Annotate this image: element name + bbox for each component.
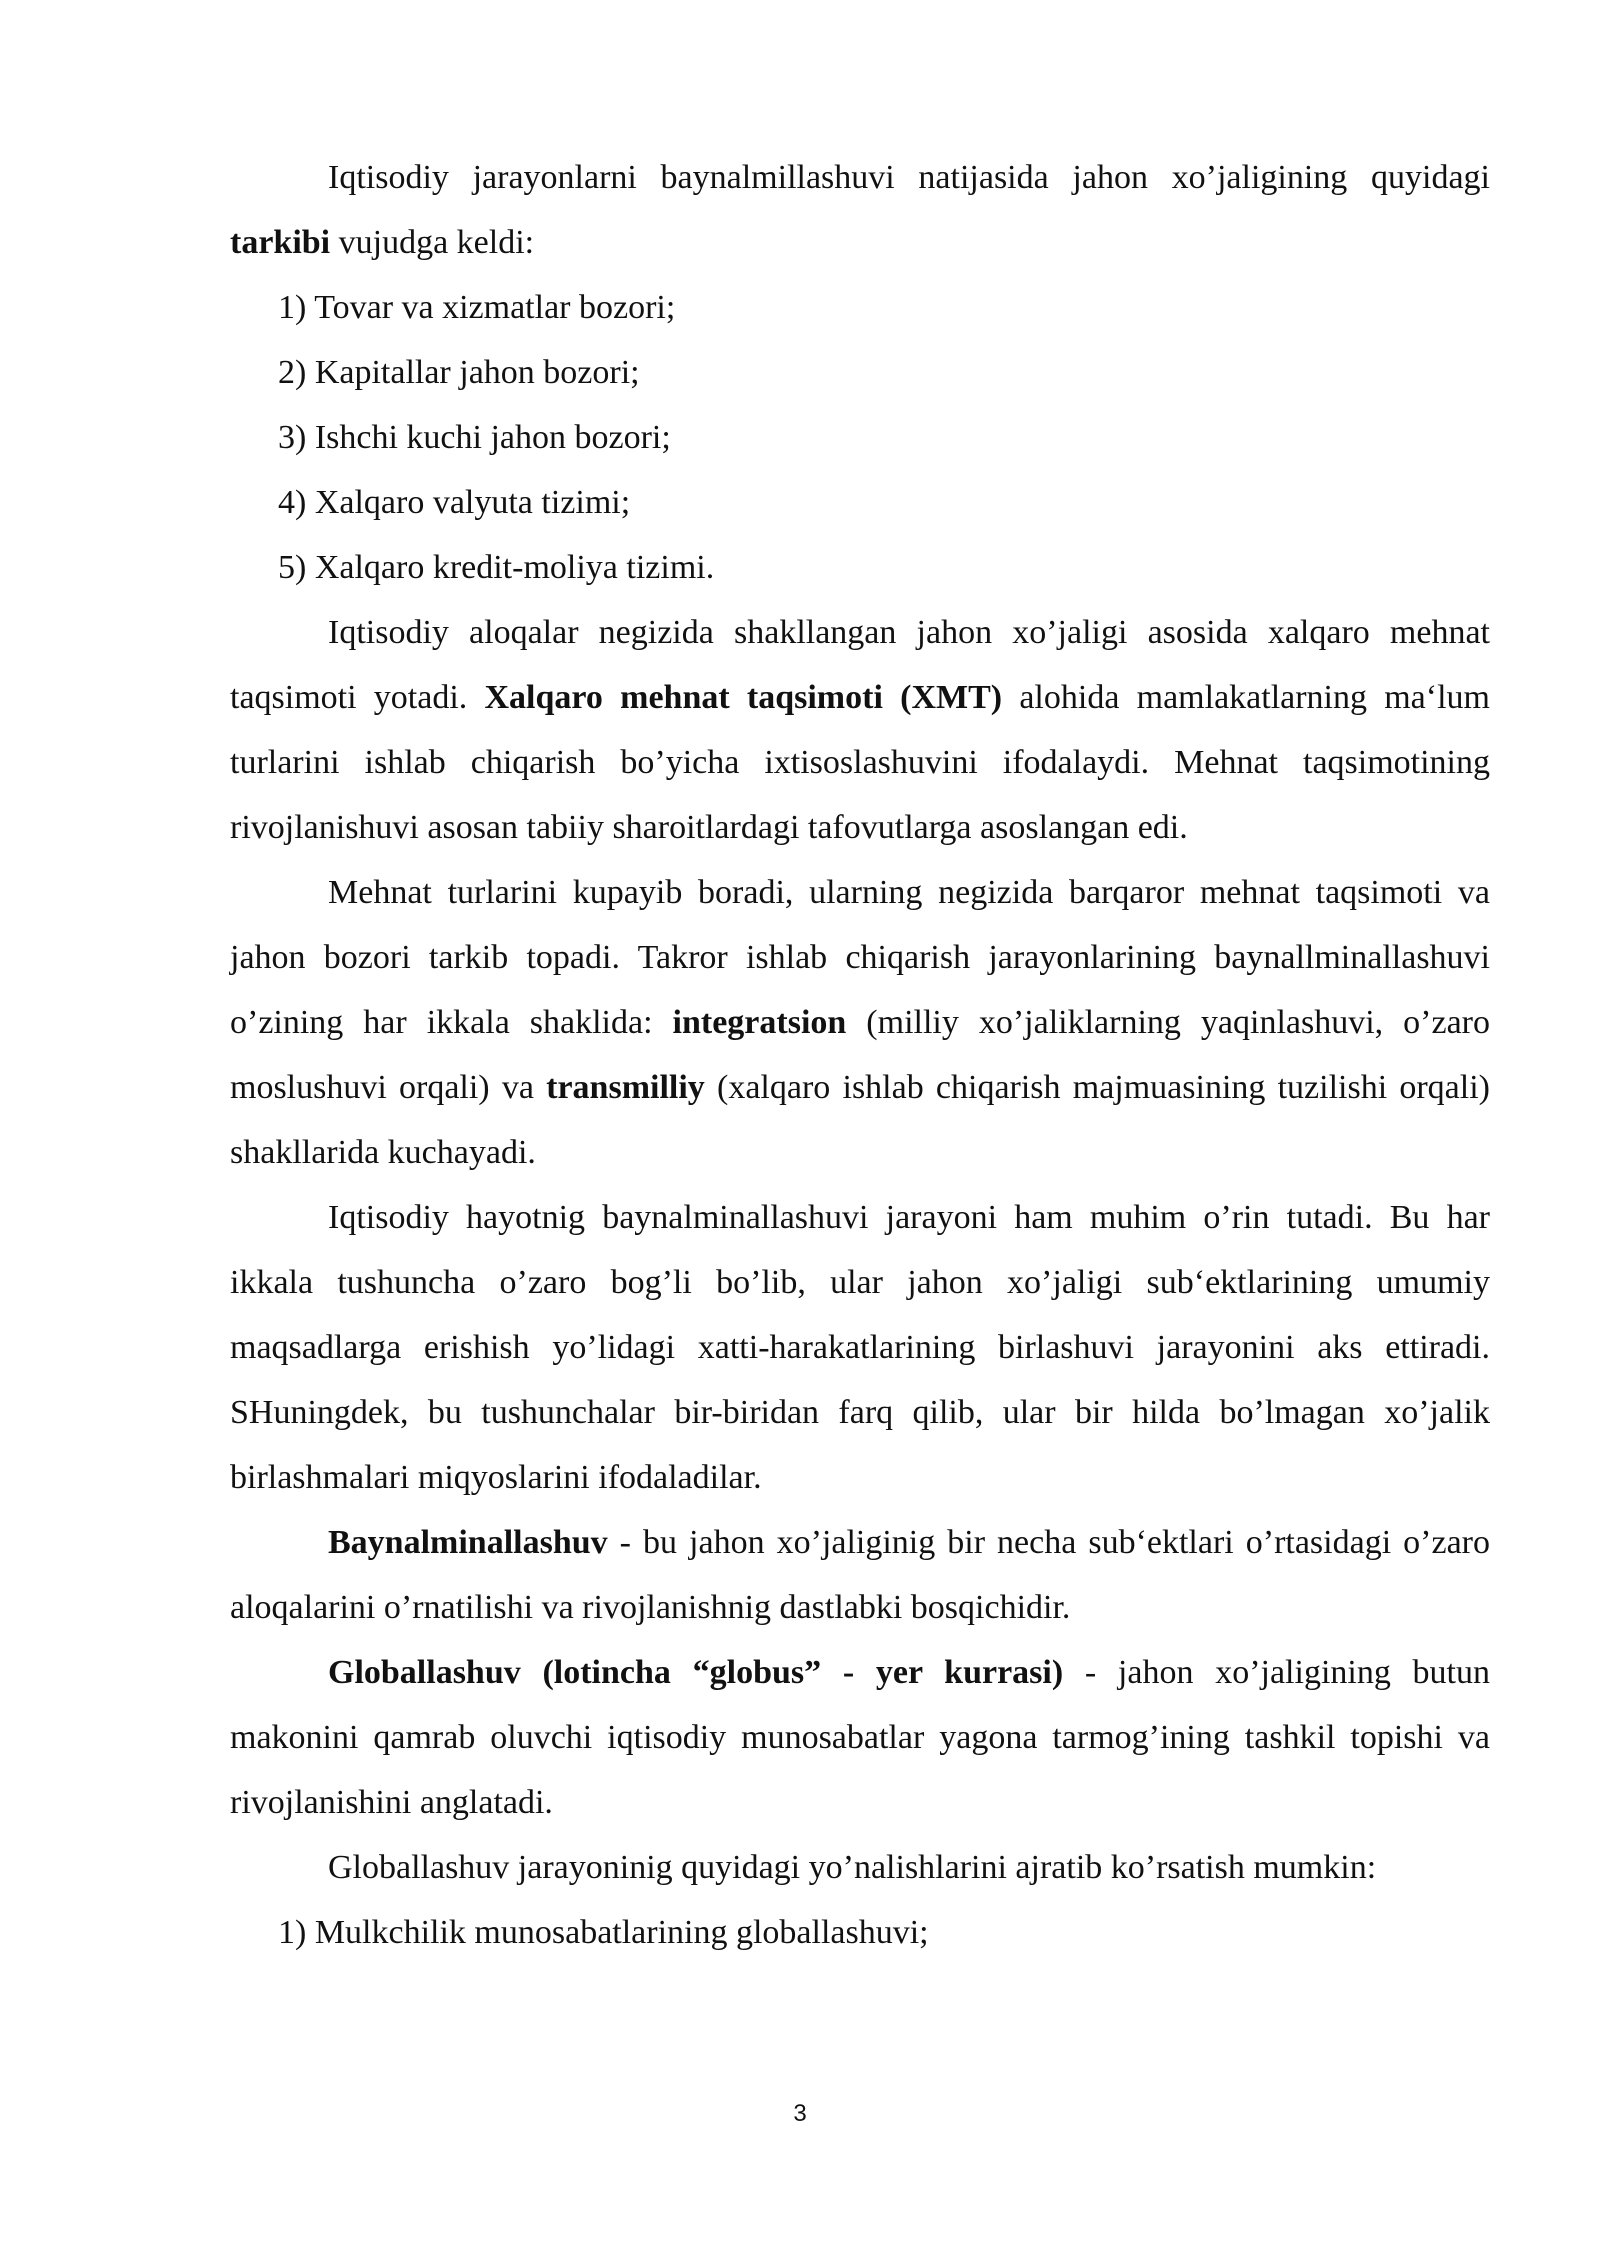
page-number: 3 (793, 2100, 807, 2127)
list-item: 1) Mulkchilik munosabatlarining globallashuvi; (278, 1914, 929, 1951)
term-baynalminallashuv: Baynalminallashuv (328, 1524, 608, 1561)
list-item: 1) Tovar va xizmatlar bozori; (278, 289, 676, 326)
list-item: 2) Kapitallar jahon bozori; (278, 354, 640, 391)
list-item: 4) Xalqaro valyuta tizimi; (278, 484, 631, 521)
term-globallashuv: Globallashuv (lotincha “globus” - yer kurrasi) (328, 1654, 1064, 1691)
paragraph-internationalization: Iqtisodiy hayotnig baynalminallashuvi jarayoni ham muhim o’rin tutadi. Bu har ikkala tushuncha o’zaro bog’li bo’lib, ular jahon xo’jaligi sub‘ektlarining umumiy maqsadlarga erishish yo’lidagi xatti-harakatlarining birlashuvi jarayonini aks ettiradi. SHuningdek, bu tushunchalar bir-biridan farq qilib, ular bir hilda bo’lmagan xo’jalik birlashmalari miqyoslarini ifodaladilar. (230, 1199, 1490, 1496)
paragraph-xmt: Iqtisodiy aloqalar negizida shakllangan jahon xo’jaligi asosida xalqaro mehnat taqsimoti yotadi. Xalqaro mehnat taqsimoti (XMT) alohida mamlakatlarning ma‘lum turlarini ishlab chiqarish bo’yicha ixtisoslashuvini ifodalaydi. Mehnat taqsimotining rivojlanishuvi asosan tabiiy sharoitlardagi tafovutlarga asoslangan edi. (230, 614, 1490, 846)
term-xmt: Xalqaro mehnat taqsimoti (XMT) (484, 679, 1003, 716)
document-page (230, 145, 1490, 1965)
paragraph-intro: Iqtisodiy jarayonlarni baynalmillashuvi natijasida jahon xo’jaligining quyidagi tarkibi vujudga keldi: (230, 159, 1490, 261)
paragraph-directions: Globallashuv jarayoninig quyidagi yo’nalishlarini ajratib ko’rsatish mumkin: (328, 1849, 1377, 1886)
list-item: 3) Ishchi kuchi jahon bozori; (278, 419, 671, 456)
paragraph-labor-division: Mehnat turlarini kupayib boradi, ularning negizida barqaror mehnat taqsimoti va jahon bozori tarkib topadi. Takror ishlab chiqarish jarayonlarining baynallminallashuvi o’zining har ikkala shaklida: integratsion (milliy xo’jaliklarning yaqinlashuvi, o’zaro moslushuvi orqali) va transmilliy (xalqaro ishlab chiqarish majmuasining tuzilishi orqali) shakllarida kuchayadi. (230, 874, 1490, 1171)
term-tarkibi: tarkibi (230, 224, 331, 261)
term-transmilliy: transmilliy (546, 1069, 705, 1106)
paragraph-baynalminallashuv: Baynalminallashuv - bu jahon xo’jaliginig bir necha sub‘ektlari o’rtasidagi o’zaro aloqalarini o’rnatilishi va rivojlanishnig dastlabki bosqichidir. (230, 1524, 1490, 1626)
term-integratsion: integratsion (672, 1004, 847, 1041)
paragraph-globallashuv: Globallashuv (lotincha “globus” - yer kurrasi) - jahon xo’jaligining butun makonini qamrab oluvchi iqtisodiy munosabatlar yagona tarmog’ining tashkil topishi va rivojlanishini anglatadi. (230, 1654, 1490, 1821)
list-item: 5) Xalqaro kredit-moliya tizimi. (278, 549, 715, 586)
